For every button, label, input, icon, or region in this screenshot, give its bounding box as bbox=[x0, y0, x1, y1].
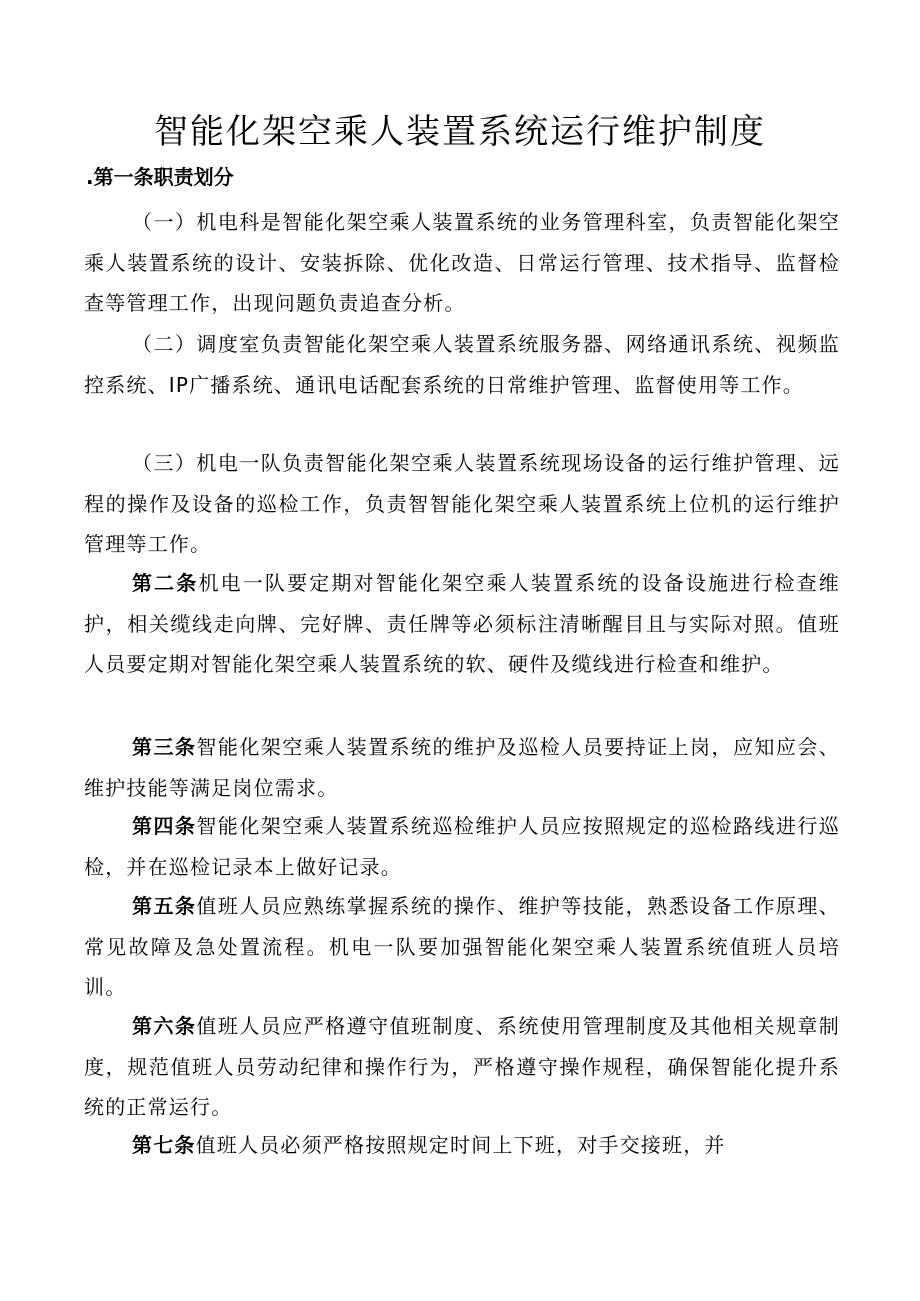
clause-label: 第三条 bbox=[132, 735, 197, 759]
section-heading: .第一条职责划分 bbox=[86, 165, 234, 189]
clause-paragraph bbox=[84, 443, 840, 565]
document-title: 智能化架空乘人装置系统运行维护制度 bbox=[154, 112, 766, 152]
clause-text: （三）机电一队负责智能化架空乘人装置系统现场设备的运行维护管理、远程的操作及设备的巡检工作，负责智智能化架空乘人装置系统上位机的运行维护管理等工作。 bbox=[84, 451, 840, 556]
clause-paragraph bbox=[84, 324, 840, 405]
clause-paragraph bbox=[84, 1125, 840, 1166]
clause-paragraph bbox=[84, 806, 840, 887]
clause-label: 第七条 bbox=[132, 1133, 196, 1157]
clause-text: 值班人员应熟练掌握系统的操作、维护等技能，熟悉设备工作原理、常见故障及急处置流程。机电一队要加强智能化架空乘人装置系统值班人员培训。 bbox=[84, 894, 840, 999]
clause-text: 智能化架空乘人装置系统巡检维护人员应按照规定的巡检路线进行巡检，并在巡检记录本上做好记录。 bbox=[84, 814, 840, 879]
clause-paragraph bbox=[84, 727, 840, 808]
clause-text: 值班人员应严格遵守值班制度、系统使用管理制度及其他相关规章制度，规范值班人员劳动纪律和操作行为，严格遵守操作规程，确保智能化提升系统的正常运行。 bbox=[84, 1014, 840, 1119]
clause-text: 智能化架空乘人装置系统的维护及巡检人员要持证上岗，应知应会、维护技能等满足岗位需求。 bbox=[84, 735, 840, 800]
clause-paragraph bbox=[84, 1006, 840, 1128]
clause-text: （一）机电科是智能化架空乘人装置系统的业务管理科室，负责智能化架空乘人装置系统的设计、安装拆除、优化改造、日常运行管理、技术指导、监督检查等管理工作，出现问题负责追查分析。 bbox=[84, 210, 840, 315]
clause-text: （二）调度室负责智能化架空乘人装置系统服务器、网络通讯系统、视频监控系统、IP广播系统、通讯电话配套系统的日常维护管理、监督使用等工作。 bbox=[84, 332, 840, 397]
clause-label: 第二条 bbox=[132, 571, 199, 595]
clause-label: 第六条 bbox=[132, 1014, 197, 1038]
clause-text: 机电一队要定期对智能化架空乘人装置系统的设备设施进行检查维护，相关缆线走向牌、完好牌、责任牌等必须标注清晰醒目且与实际对照。值班人员要定期对智能化架空乘人装置系统的软、硬件及缆线进行检查和维护。 bbox=[84, 571, 840, 676]
clause-label: 第四条 bbox=[132, 814, 197, 838]
clause-label: 第五条 bbox=[132, 894, 197, 918]
clause-text: 值班人员必须严格按照规定时间上下班，对手交接班，并 bbox=[195, 1133, 726, 1157]
clause-paragraph bbox=[84, 563, 840, 685]
clause-paragraph bbox=[84, 202, 840, 324]
clause-paragraph bbox=[84, 886, 840, 1008]
